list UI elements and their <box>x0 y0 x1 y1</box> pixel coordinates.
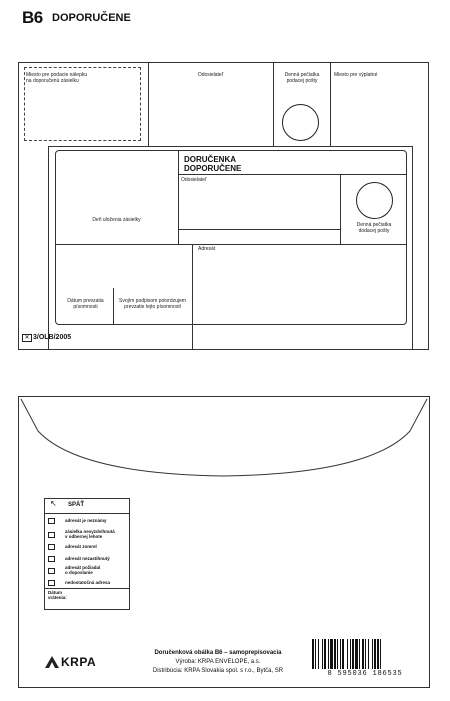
reason-label: zásielka nevyzdvihnutá v odbernej lehote <box>65 529 115 539</box>
barcode-bar <box>342 639 344 669</box>
arrow-icon: ↖ <box>50 499 57 508</box>
barcode-bar <box>340 639 341 669</box>
barcode-bar <box>347 639 348 669</box>
barcode-bar <box>380 639 381 669</box>
card-postmark-label: Denná pečiatka dodacej pošty <box>356 222 392 234</box>
return-title: SPÄŤ <box>68 502 85 508</box>
delivery-type-label: DOPORUČENE <box>52 12 131 24</box>
barcode-bar <box>350 639 351 669</box>
barcode-bar <box>312 639 314 669</box>
postmark-circle <box>282 104 319 141</box>
reason-label: adresát je neznámy <box>65 518 107 523</box>
card-postmark-circle <box>356 182 393 219</box>
barcode-bar <box>322 639 323 669</box>
sender-label: Odosielateľ <box>197 72 224 78</box>
info-line-3: Distribúcia: KRPA Slovakia spol. s r.o., Bytča, SR <box>152 668 284 674</box>
envelope-flap <box>18 396 430 496</box>
barcode <box>310 639 420 679</box>
barcode-bar <box>374 639 376 669</box>
reason-label: adresát zomrel <box>65 544 97 549</box>
return-date-label: Dátum vrátenia: <box>48 590 67 600</box>
postmark-label: Denná pečiatka podacej pošty <box>284 72 320 84</box>
stamp-place-label: Miesto pre podacie nálepku na doporučenú zásielku <box>26 72 88 84</box>
signature-label: Svojím podpisom potvrdzujem prevzatie tejto písomnosti <box>119 298 186 310</box>
reason-checkbox[interactable] <box>48 518 55 524</box>
barcode-bar <box>318 639 319 669</box>
date-taken-label: Dátum prevzatia písomnosti <box>67 298 104 310</box>
barcode-digits: 8 595036 186535 <box>327 670 403 678</box>
brand-name: KRPA <box>61 655 97 669</box>
barcode-bar <box>377 639 379 669</box>
barcode-bar <box>315 639 316 669</box>
reason-label: adresát nezastihnutý <box>65 556 110 561</box>
barcode-bar <box>362 639 364 669</box>
reason-label: adresát požiadal o doposlanie <box>65 565 101 575</box>
card-sender-label: Odosielateľ <box>181 177 207 183</box>
barcode-bar <box>359 639 360 669</box>
reason-label: nedostatočná adresa <box>65 580 111 585</box>
barcode-bar <box>368 639 369 669</box>
krpa-logo <box>44 655 104 669</box>
barcode-bar <box>365 639 366 669</box>
address-label: Adresát <box>198 246 216 252</box>
barcode-bar <box>324 639 326 669</box>
reason-checkbox[interactable] <box>48 532 55 538</box>
krpa-logo-icon <box>44 655 60 669</box>
barcode-bar <box>328 639 329 669</box>
barcode-bar <box>334 639 336 669</box>
card-subtitle: DOPORUČENE <box>184 164 242 173</box>
reason-checkbox[interactable] <box>48 568 55 574</box>
barcode-bar <box>337 639 338 669</box>
reason-checkbox[interactable] <box>48 556 55 562</box>
day-receipt-label: Deň uloženia zásielky <box>92 217 141 223</box>
format-label: B6 <box>22 8 43 27</box>
barcode-bar <box>372 639 373 669</box>
payment-label: Miesto pre výplatné <box>334 72 378 78</box>
info-line-1: Doručenková obálka B6 – samoprepisovacia <box>154 650 282 656</box>
info-line-2: Výroba: KRPA ENVELOPE, a.s. <box>175 659 261 665</box>
reason-checkbox[interactable] <box>48 580 55 586</box>
form-code: 3/OLB/2005 <box>33 334 72 341</box>
card-title: DORUČENKA <box>184 155 236 164</box>
barcode-bar <box>355 639 358 669</box>
recycle-icon: ✕ <box>22 334 32 342</box>
reason-checkbox[interactable] <box>48 544 55 550</box>
barcode-bar <box>352 639 354 669</box>
barcode-bar <box>330 639 333 669</box>
